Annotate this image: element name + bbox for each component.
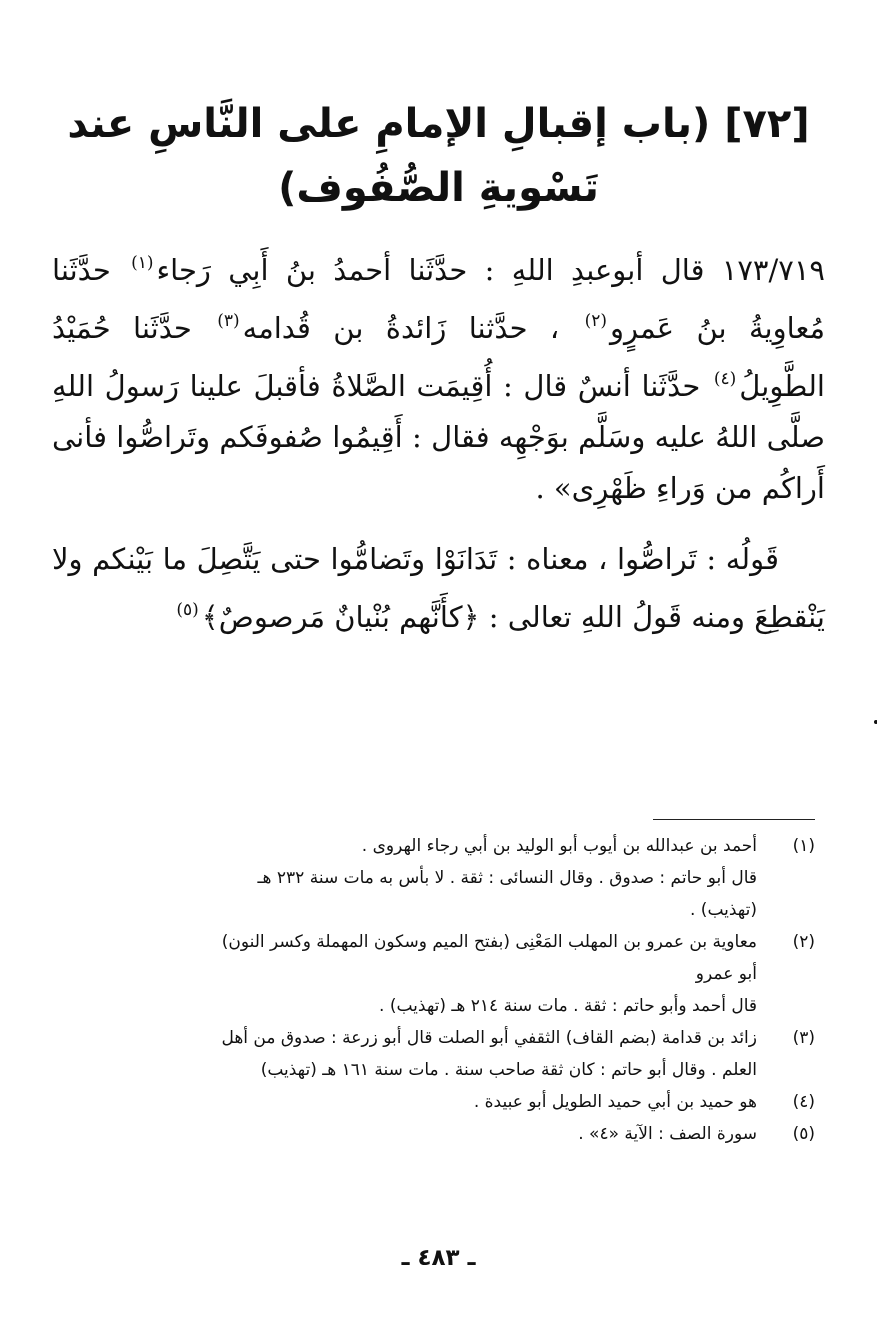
footnote-reference: (١) (131, 253, 154, 273)
footnote-line: قال أبو حاتم : صدوق . وقال النسائى : ثقة . لا بأس به مات سنة ٢٣٢ هـ (257, 868, 757, 888)
footnote-number: (٢) (792, 932, 815, 952)
hadith-text-segment: ١٧٣/٧١٩ قال أبوعبدِ اللهِ : حدَّثَنا أحمدُ بنُ أَبِي رَجاء (156, 253, 826, 287)
footnote-line: العلم . وقال أبو حاتم : كان ثقة صاحب سنة . مات سنة ١٦١ هـ (تهذيب) (260, 1060, 757, 1080)
commentary-paragraph (52, 534, 825, 643)
footnote-number: (٥) (792, 1124, 815, 1144)
footnote-body (60, 926, 757, 1022)
footnote (60, 926, 815, 1022)
footnote-reference: (٢) (584, 311, 608, 331)
footnote-line: (تهذيب) . (690, 900, 757, 920)
footnote-line: قال أحمد وأبو حاتم : ثقة . مات سنة ٢١٤ هـ (تهذيب) . (379, 996, 757, 1016)
chapter-number: [٧٢] (724, 101, 810, 147)
footnote-body (60, 830, 757, 926)
hadith-text-segment: حدَّثَنا مُعاوِيةُ بنُ عَمرٍو (52, 253, 825, 345)
footnote-line: أحمد بن عبدالله بن أيوب أبو الوليد بن أبي رجاء الهروى . (361, 836, 757, 856)
footnote (60, 1118, 815, 1150)
footnote-divider (653, 819, 815, 820)
hadith-text (52, 238, 825, 643)
footnote (60, 830, 815, 926)
footnote-line: معاوية بن عمرو بن المهلب المَعْنِى (بفتح الميم وسكون المهملة وكسر النون) (221, 932, 757, 952)
footnote-line: هو حميد بن أبي حميد الطويل أبو عبيدة . (473, 1092, 757, 1112)
hadith-paragraph (52, 238, 825, 514)
footnote-number: (٣) (792, 1028, 815, 1048)
footnote (60, 1022, 815, 1086)
chapter-title: (باب إقبالِ الإمامِ على النَّاسِ عند تَسْويةِ الصُّفُوف) (67, 101, 711, 211)
footnote-line: أبو عمرو (695, 964, 757, 984)
footnote-body (60, 1022, 757, 1086)
hadith-text-segment: ، حدَّثنا زَائدةُ بن قُدامه (242, 311, 560, 345)
footnote-body (60, 1118, 757, 1150)
footnote-line: زائد بن قدامة (بضم القاف) الثقفي أبو الصلت قال أبو زرعة : صدوق من أهل (221, 1028, 757, 1048)
commentary-text: قَولُه : تَراصُّوا ، معناه : تَدَانَوْا وتَضامُّوا حتى يَتَّصِلَ ما بَيْنكم ولا يَنْقطِعَ ومنه قَولُ اللهِ تعالى : ﴿كأَنَّهم بُنْيانٌ مَرصوصٌ﴾ (52, 542, 825, 634)
footnote-number: (١) (792, 836, 815, 856)
chapter-heading (50, 92, 827, 220)
footnote-body (60, 1086, 757, 1118)
footnote-line: سورة الصف : الآية «٤» . (578, 1124, 757, 1144)
footnotes (60, 830, 815, 1150)
footnote (60, 1086, 815, 1118)
footnote-reference: (٤) (713, 369, 737, 389)
footnote-reference: (٣) (217, 311, 240, 331)
hadith-text-segment: حدَّثَنا حُمَيْدُ الطَّوِيلُ (52, 311, 825, 403)
footnote-reference: (٥) (176, 600, 199, 620)
hadith-text-segment: حدَّثَنا أنسٌ قال : أُقِيمَت الصَّلاةُ فأقبلَ علينا رَسولُ اللهِ صلَّى اللهُ عليه وسَلَّم بوَجْهِه فقال : أَقِيمُوا صُفوفَكم وتَراصُّوا فأنى أَراكُم من وَراءِ ظَهْرِى» . (52, 369, 825, 505)
footnote-number: (٤) (792, 1092, 815, 1112)
page-number: ـ ٤٨٣ ـ (401, 1245, 476, 1271)
